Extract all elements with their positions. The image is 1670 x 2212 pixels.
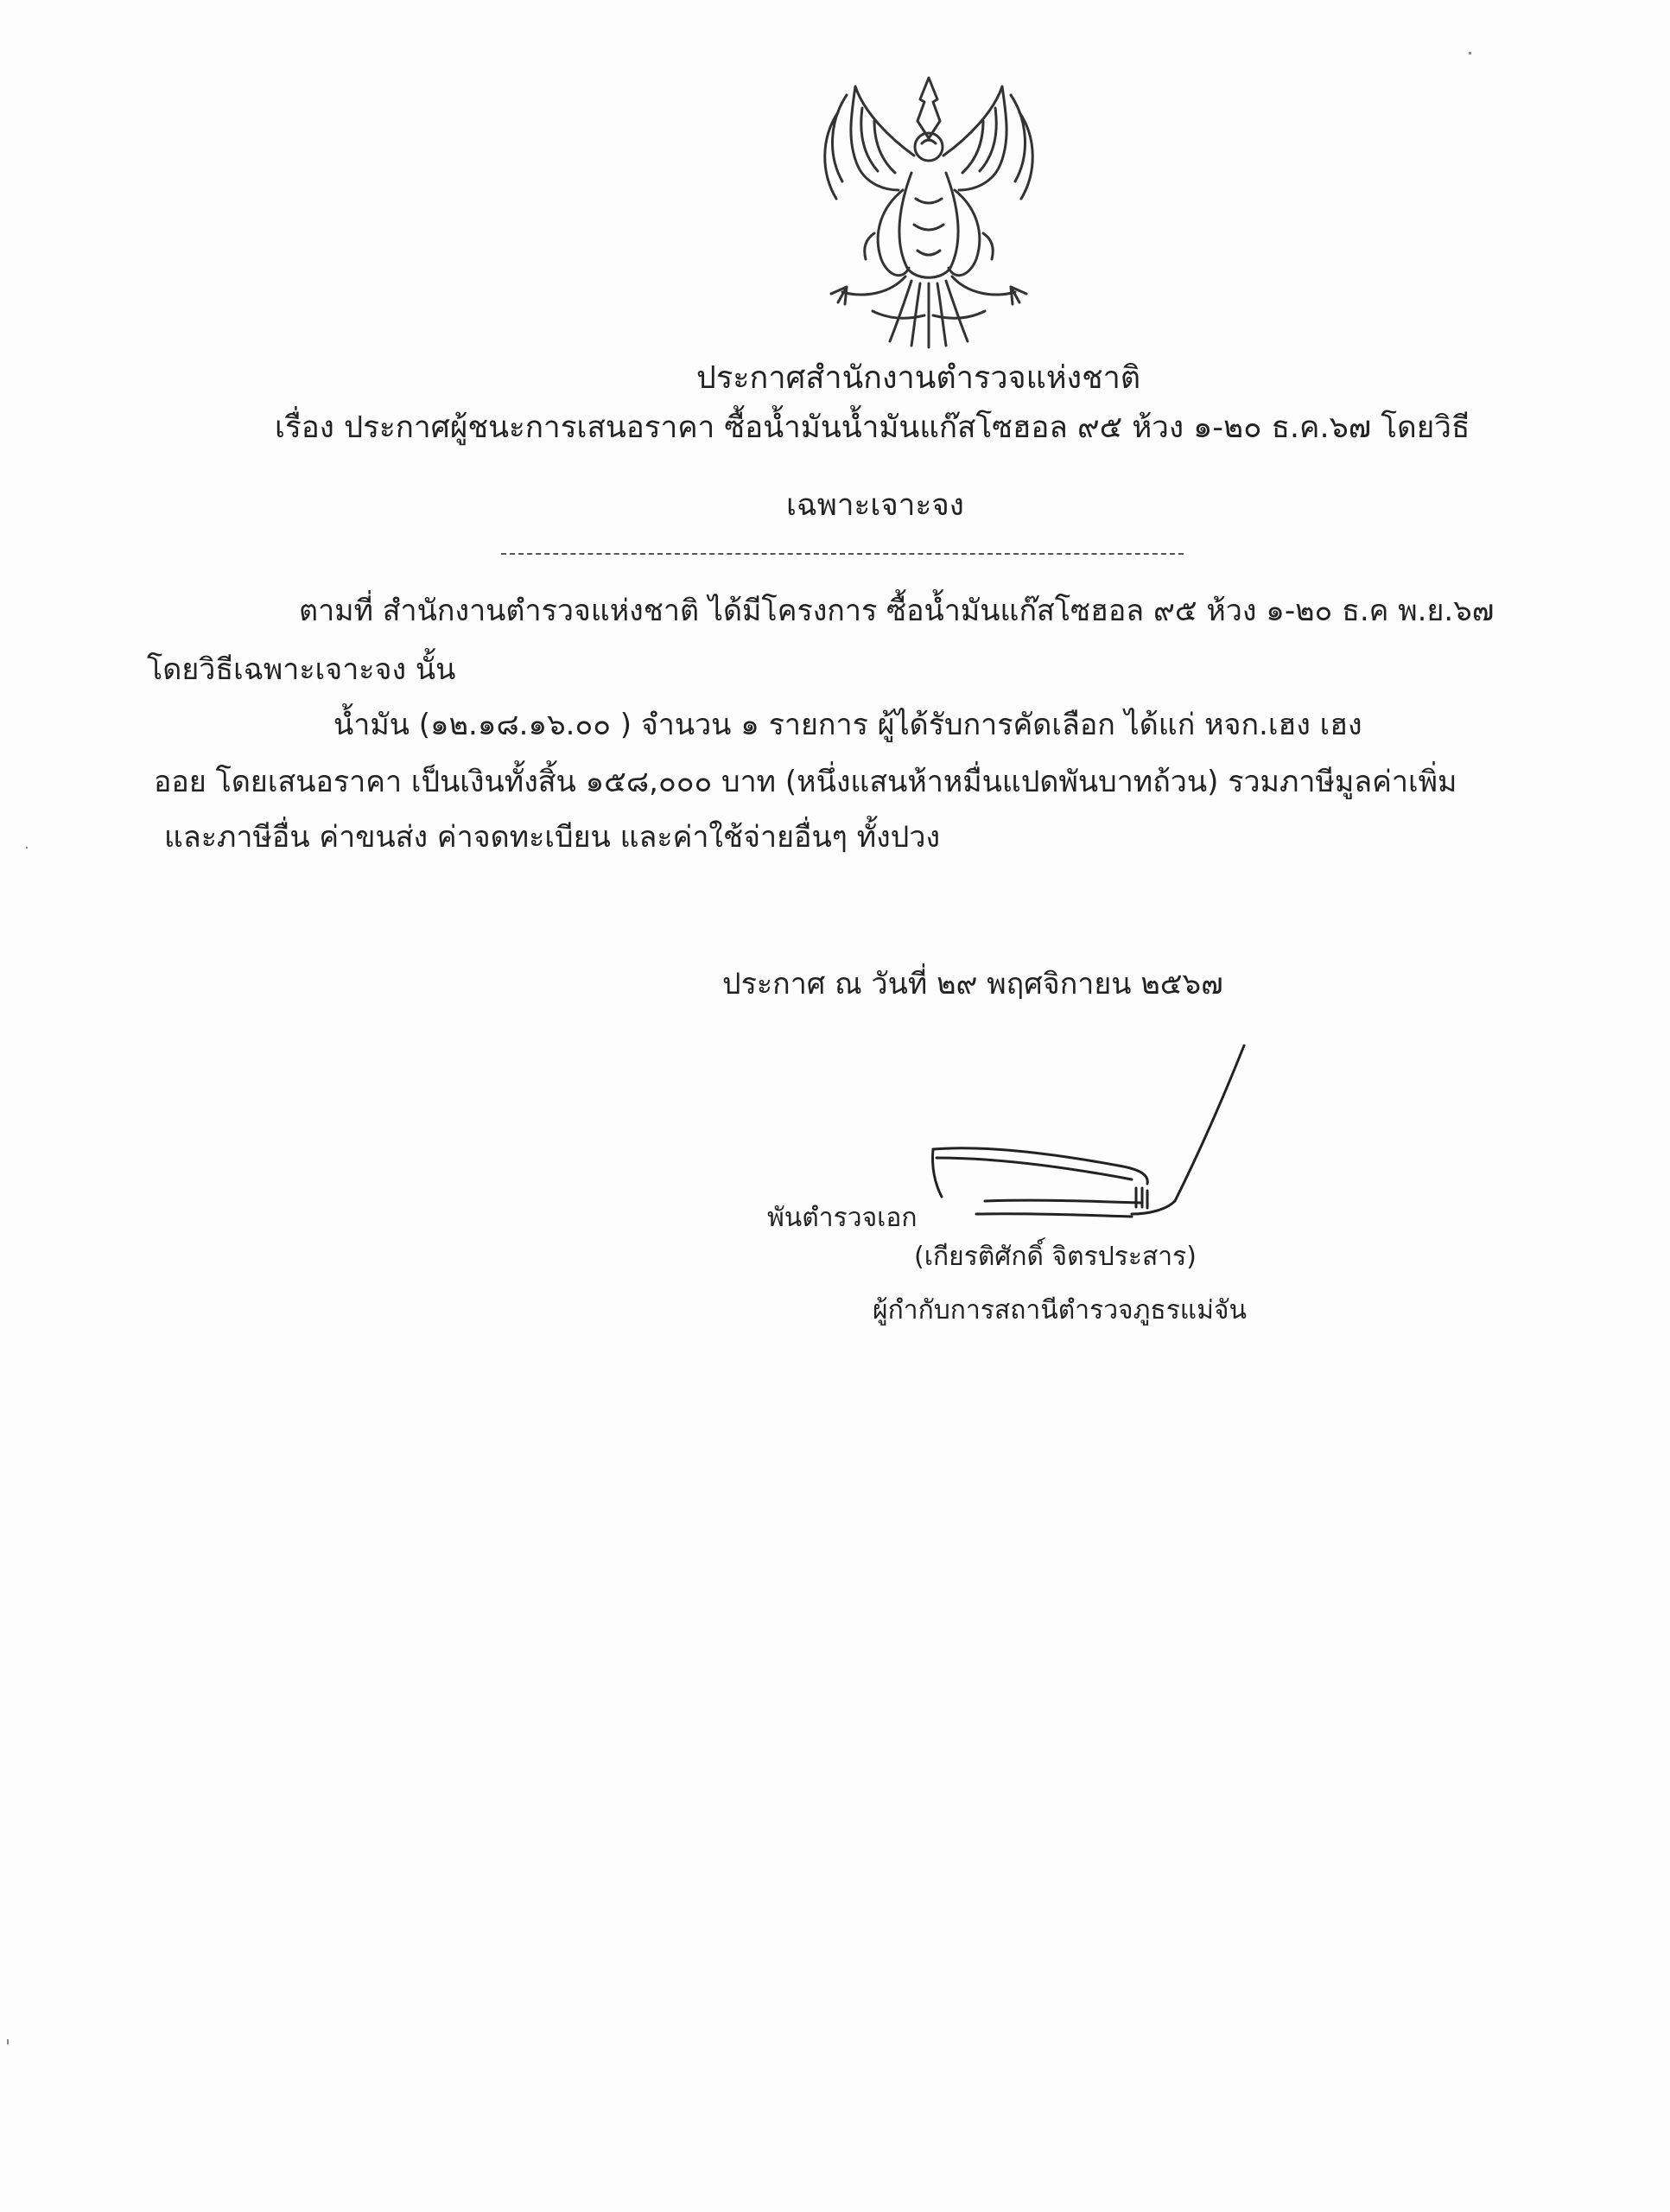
body-paragraph-line: ตามที่ สำนักงานตำรวจแห่งชาติ ได้มีโครงการ ซื้อน้ำมันแก๊สโซฮอล ๙๕ ห้วง ๑-๒๐ ธ.ค พ.ย.๖๗ [299,594,1495,628]
scan-speck [7,2039,9,2044]
body-paragraph-line: และภาษีอื่น ค่าขนส่ง ค่าจดทะเบียน และค่าใช้จ่ายอื่นๆ ทั้งปวง [164,820,941,855]
signer-name: (เกียรติศักดิ์ จิตรประสาร) [914,1242,1197,1272]
signer-rank: พันตำรวจเอก [767,1203,918,1233]
subject-line: เรื่อง ประกาศผู้ชนะการเสนอราคา ซื้อน้ำมันน้ำมันแก๊สโซฮอล ๙๕ ห้วง ๑-๒๐ ธ.ค.๖๗ โดยวิธี [275,410,1470,445]
scan-speck [26,847,28,849]
divider [501,553,1184,555]
body-paragraph-line: ออย โดยเสนอราคา เป็นเงินทั้งสิ้น ๑๕๘,๐๐๐ บาท (หนึ่งแสนห้าหมื่นแปดพันบาทถ้วน) รวมภาษีมูลค่าเพิ่ม [154,765,1457,799]
page-title: ประกาศสำนักงานตำรวจแห่งชาติ [696,360,1141,396]
scan-speck [1469,52,1471,54]
signer-position: ผู้กำกับการสถานีตำรวจภูธรแม่จัน [873,1295,1248,1325]
handwritten-signature-icon [916,1037,1253,1236]
garuda-emblem-icon [795,60,1063,354]
body-paragraph-line: โดยวิธีเฉพาะเจาะจง นั้น [147,652,456,687]
subject-line-continued: เฉพาะเจาะจง [786,488,964,523]
body-paragraph-line: น้ำมัน (๑๒.๑๘.๑๖.๐๐ ) จำนวน ๑ รายการ ผู้ได้รับการคัดเลือก ได้แก่ หจก.เฮง เฮง [333,708,1362,742]
announcement-date: ประกาศ ณ วันที่ ๒๙ พฤศจิกายน ๒๕๖๗ [722,967,1223,1001]
